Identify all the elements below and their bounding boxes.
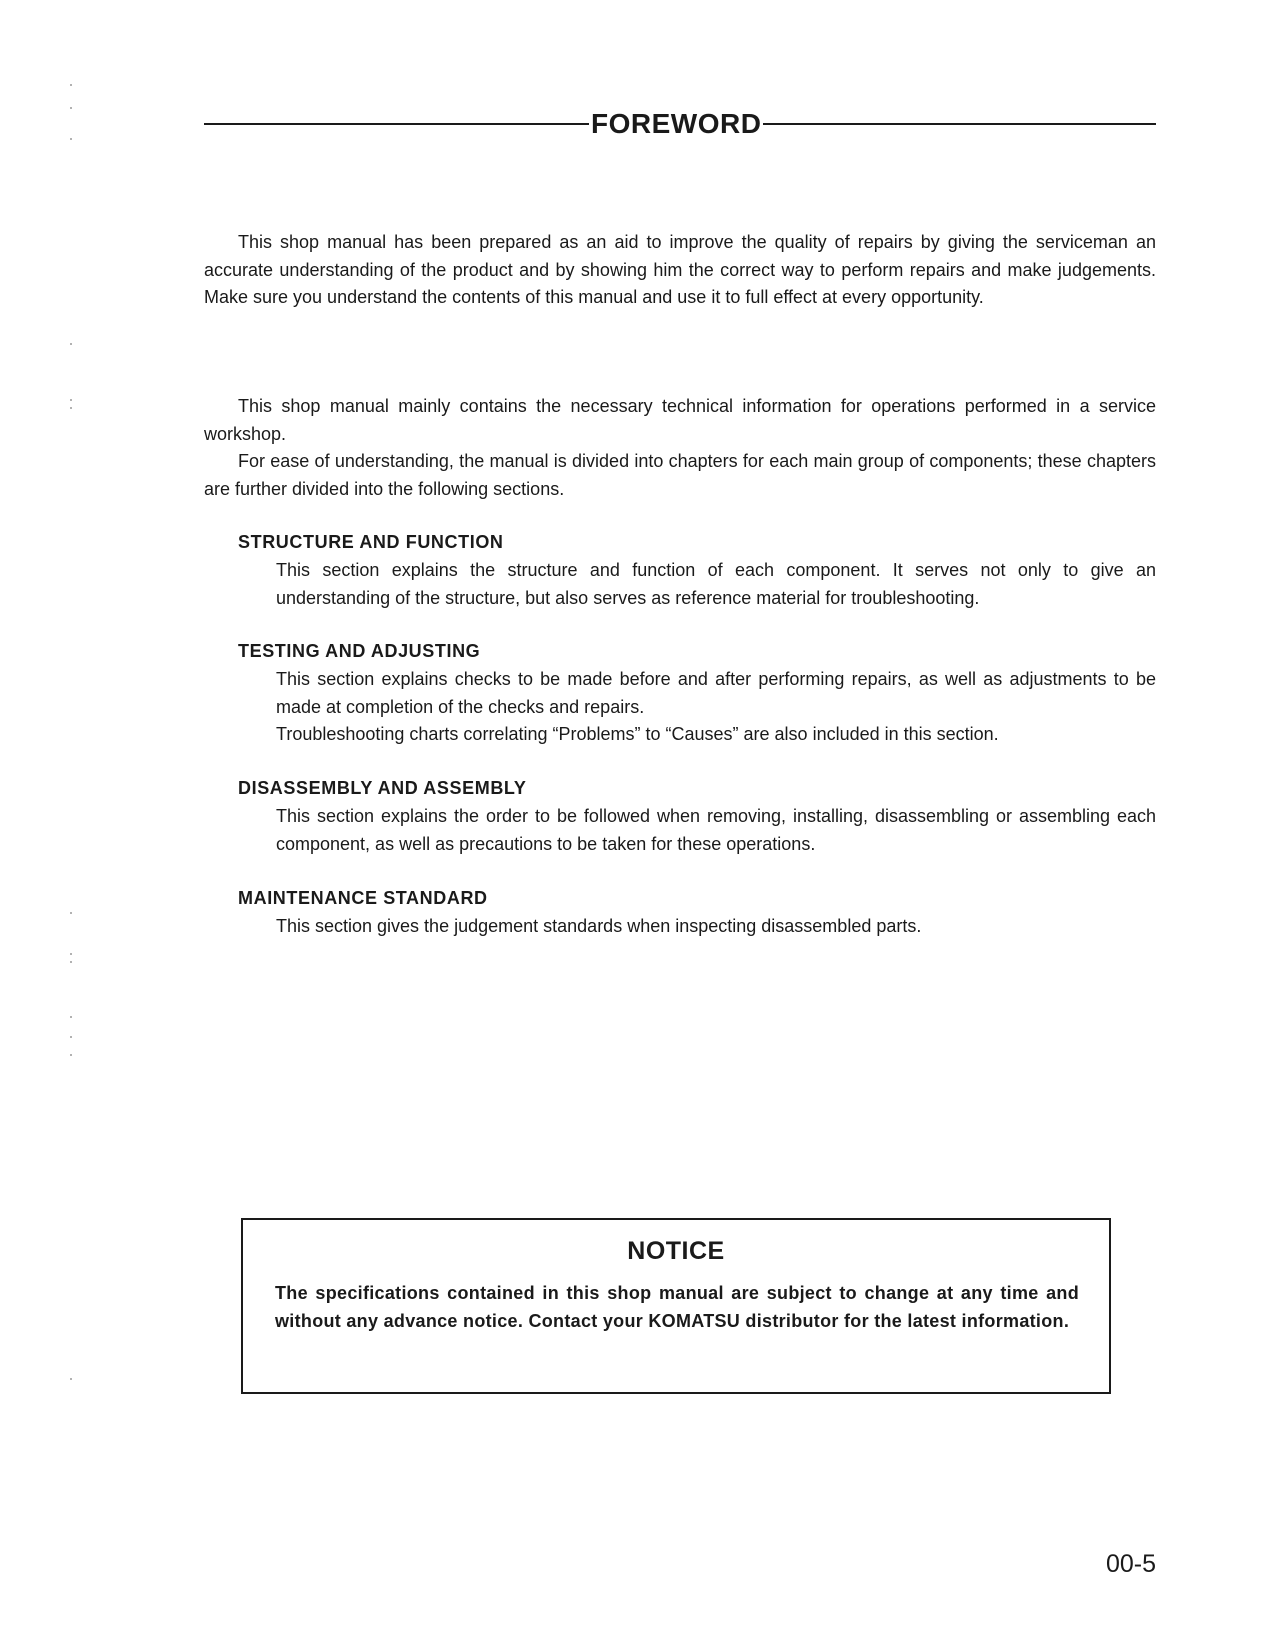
intro-paragraph-3-text: For ease of understanding, the manual is divided into chapters for each main group of components; these chapters are further divided into the following sections. xyxy=(204,451,1156,499)
margin-mark xyxy=(70,961,72,963)
intro-paragraph-1 xyxy=(204,229,1156,312)
margin-mark xyxy=(70,1378,72,1380)
margin-mark xyxy=(70,953,72,955)
margin-mark xyxy=(70,1036,72,1038)
title-rule-left xyxy=(204,123,589,125)
section-body-testing-and-adjusting: This section explains checks to be made before and after performing repairs, as well as adjustments to be made at completion of the checks and repairs. xyxy=(276,669,1156,717)
section-heading-structure-and-function: STRUCTURE AND FUNCTION xyxy=(238,532,504,552)
notice-box xyxy=(241,1218,1111,1394)
margin-mark xyxy=(70,1016,72,1018)
binding-margin-marks xyxy=(70,0,74,1650)
intro-paragraph-2-text: This shop manual mainly contains the necessary technical information for operations performed in a service workshop. xyxy=(204,396,1156,444)
margin-mark xyxy=(70,343,72,345)
section-body-disassembly-and-assembly: This section explains the order to be followed when removing, installing, disassembling or assembling each component, as well as precautions to be taken for these operations. xyxy=(276,806,1156,854)
section-body-structure-and-function: This section explains the structure and function of each component. It serves not only to give an understanding of the structure, but also serves as reference material for troubleshooting. xyxy=(276,560,1156,608)
intro-paragraph-1-text: This shop manual has been prepared as an aid to improve the quality of repairs by giving the serviceman an accurate understanding of the product and by showing him the correct way to perform repairs and make judgements. Make sure you understand the contents of this manual and use it to full effect at every opportunity. xyxy=(204,232,1156,307)
margin-mark xyxy=(70,399,72,401)
title-rule-right xyxy=(763,123,1156,125)
page-title: FOREWORD xyxy=(591,108,762,139)
page-number: 00-5 xyxy=(1105,1550,1156,1578)
section-body-testing-and-adjusting-2: Troubleshooting charts correlating “Problems” to “Causes” are also included in this section. xyxy=(276,724,999,744)
margin-mark xyxy=(70,407,72,409)
margin-mark xyxy=(70,84,72,86)
intro-paragraph-3 xyxy=(204,448,1156,503)
margin-mark xyxy=(70,912,72,914)
margin-mark xyxy=(70,107,72,109)
intro-paragraph-2 xyxy=(204,393,1156,448)
section-heading-disassembly-and-assembly: DISASSEMBLY AND ASSEMBLY xyxy=(238,778,527,798)
section-heading-maintenance-standard: MAINTENANCE STANDARD xyxy=(238,888,488,908)
notice-text: The specifications contained in this shop manual are subject to change at any time and without any advance notice. Contact your KOMATSU distributor for the latest information. xyxy=(275,1283,1079,1331)
margin-mark xyxy=(70,1054,72,1056)
section-body-maintenance-standard: This section gives the judgement standards when inspecting disassembled parts. xyxy=(276,916,922,936)
section-heading-testing-and-adjusting: TESTING AND ADJUSTING xyxy=(238,641,481,661)
margin-mark xyxy=(70,138,72,140)
page-title-row xyxy=(204,104,1156,144)
notice-title: NOTICE xyxy=(627,1237,725,1265)
